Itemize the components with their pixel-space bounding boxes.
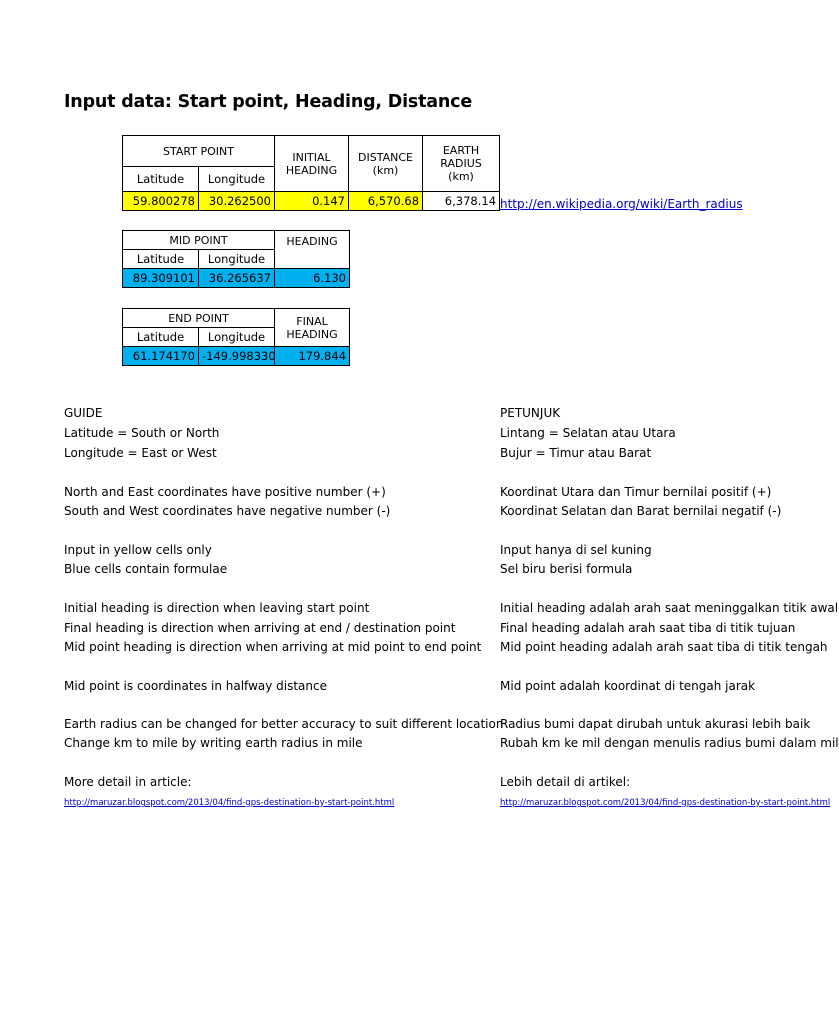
guide-line: Initial heading adalah arah saat meninggalkan titik awal [500,601,839,615]
start-longitude-label: Longitude [199,167,275,192]
mid-longitude-cell[interactable]: 36.265637 [199,269,275,288]
guide-line: Earth radius can be changed for better accuracy to suit different location [64,717,504,731]
guide-line: More detail in article: [64,775,192,789]
start-point-table [122,135,500,211]
guide-line: Rubah km ke mil dengan menulis radius bumi dalam mil [500,736,839,750]
end-latitude-cell[interactable]: 61.174170 [123,347,199,366]
final-heading-header: FINAL HEADING [275,309,350,347]
end-latitude-label: Latitude [123,328,199,347]
mid-latitude-cell[interactable]: 89.309101 [123,269,199,288]
page-title: Input data: Start point, Heading, Distance [64,92,472,112]
initial-heading-header: INITIAL HEADING [275,136,349,192]
guide-line: Sel biru berisi formula [500,562,633,576]
start-point-header: START POINT [123,136,275,167]
guide-line: Input hanya di sel kuning [500,543,652,557]
guide-line: Lintang = Selatan atau Utara [500,426,676,440]
earth-radius-cell[interactable]: 6,378.14 [423,192,500,211]
guide-line: Blue cells contain formulae [64,562,228,576]
guide-line: Radius bumi dapat dirubah untuk akurasi lebih baik [500,717,811,731]
distance-cell[interactable]: 6,570.68 [349,192,423,211]
final-heading-cell[interactable]: 179.844 [275,347,350,366]
guide-line: Koordinat Selatan dan Barat bernilai negatif (-) [500,504,782,518]
guide-line: Bujur = Timur atau Barat [500,446,652,460]
start-latitude-label: Latitude [123,167,199,192]
mid-heading-cell[interactable]: 6.130 [275,269,350,288]
guide-line: Final heading adalah arah saat tiba di titik tujuan [500,621,796,635]
end-longitude-label: Longitude [199,328,275,347]
start-longitude-cell[interactable]: 30.262500 [199,192,275,211]
guide-line: Mid point heading adalah arah saat tiba di titik tengah [500,640,828,654]
guide-line: Mid point adalah koordinat di tengah jarak [500,679,756,693]
guide-line: Change km to mile by writing earth radius in mile [64,736,363,750]
guide-line: Final heading is direction when arriving at end / destination point [64,621,456,635]
mid-latitude-label: Latitude [123,250,199,269]
guide-line: Input in yellow cells only [64,543,212,557]
guide-line: Latitude = South or North [64,426,220,440]
guide-line: Initial heading is direction when leaving start point [64,601,370,615]
earth-radius-header: EARTH RADIUS (km) [423,136,500,192]
guide-line: Lebih detail di artikel: [500,775,631,789]
guide-line: Mid point heading is direction when arriving at mid point to end point [64,640,482,654]
article-link[interactable]: http://maruzar.blogspot.com/2013/04/find-gps-destination-by-start-point.html [500,798,831,808]
initial-heading-cell[interactable]: 0.147 [275,192,349,211]
guide-line: South and West coordinates have negative number (-) [64,504,391,518]
mid-point-header: MID POINT [123,231,275,250]
guide-line: Longitude = East or West [64,446,217,460]
guide-line: Koordinat Utara dan Timur bernilai positif (+) [500,485,772,499]
earth-radius-wiki-link[interactable]: http://en.wikipedia.org/wiki/Earth_radius [500,197,743,211]
mid-point-table [122,230,350,288]
guide-indonesian [500,400,839,820]
distance-header: DISTANCE (km) [349,136,423,192]
mid-heading-header: HEADING [275,231,350,269]
article-link[interactable]: http://maruzar.blogspot.com/2013/04/find-gps-destination-by-start-point.html [64,798,395,808]
guide-header: GUIDE [64,406,103,420]
end-point-header: END POINT [123,309,275,328]
guide-line: Mid point is coordinates in halfway distance [64,679,327,693]
end-longitude-cell[interactable]: -149.998330 [199,347,275,366]
start-latitude-cell[interactable]: 59.800278 [123,192,199,211]
guide-line: North and East coordinates have positive number (+) [64,485,386,499]
guide-header: PETUNJUK [500,406,561,420]
mid-longitude-label: Longitude [199,250,275,269]
end-point-table [122,308,350,366]
